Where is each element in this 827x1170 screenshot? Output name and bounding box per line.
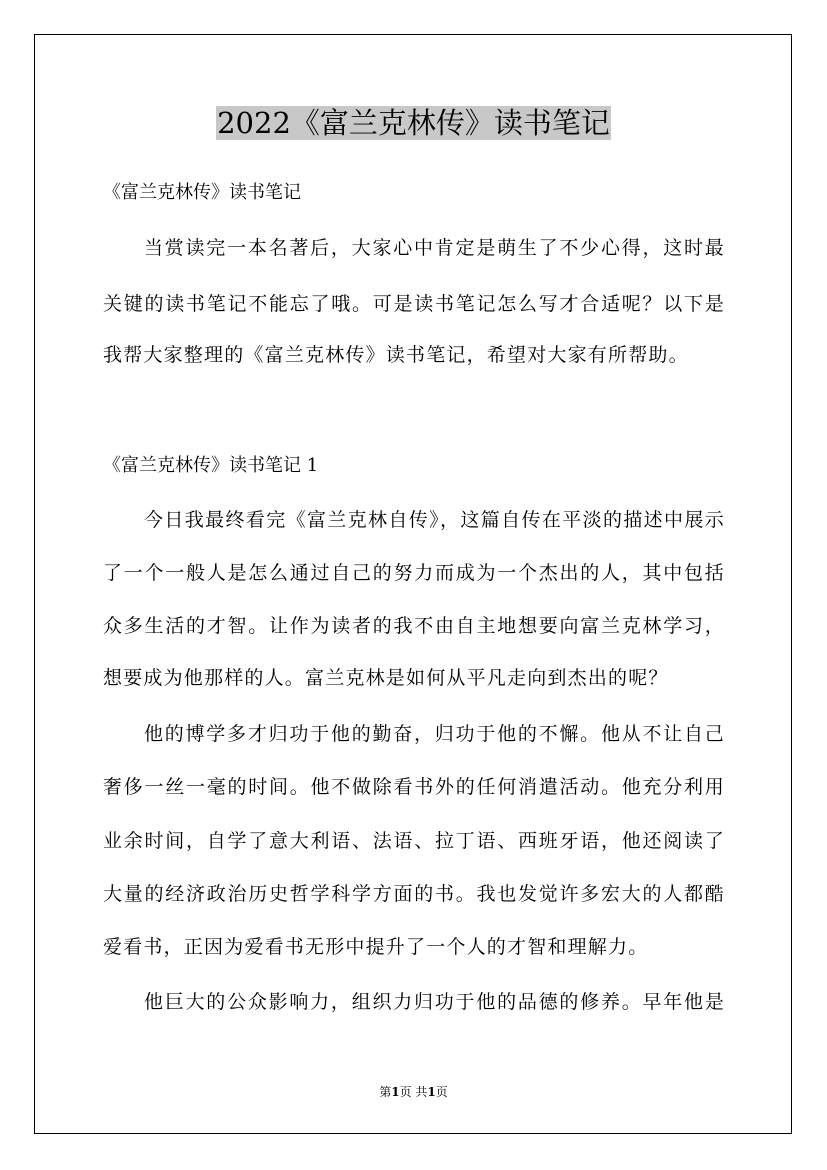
page-footer (0, 1084, 827, 1100)
paragraph1-line-1: 今日我最终看完《富兰克林自传》，这篇自传在平淡的描述中展示 (144, 509, 725, 531)
intro-line-3: 我帮大家整理的《富兰克林传》读书笔记，希望对大家有所帮助。 (103, 344, 689, 366)
footer-page-number: 1 (391, 1085, 400, 1099)
footer-page-total: 1 (427, 1085, 436, 1099)
footer-prefix: 第 (379, 1085, 392, 1099)
subtitle: 《富兰克林传》读书笔记 (103, 182, 301, 203)
intro-line-1: 当赏读完一本名著后，大家心中肯定是萌生了不少心得，这时最 (144, 237, 725, 259)
document-title (0, 103, 827, 143)
paragraph2-line-4: 大量的经济政治历史哲学科学方面的书。我也发觉许多宏大的人都酷 (103, 883, 725, 905)
paragraph1-line-2: 了一个一般人是怎么通过自己的努力而成为一个杰出的人，其中包括 (103, 562, 725, 584)
document-title-text: 2022《富兰克林传》读书笔记 (217, 106, 610, 140)
paragraph1-line-3: 众多生活的才智。让作为读者的我不由自主地想要向富兰克林学习， (103, 615, 725, 637)
footer-middle: 页 共 (399, 1085, 428, 1099)
paragraph2-line-5: 爱看书，正因为爱看书无形中提升了一个人的才智和理解力。 (103, 936, 649, 958)
section-heading: 《富兰克林传》读书笔记 1 (103, 455, 319, 476)
paragraph2-line-3: 业余时间，自学了意大利语、法语、拉丁语、西班牙语，他还阅读了 (103, 830, 725, 852)
paragraph2-line-2: 奢侈一丝一毫的时间。他不做除看书外的任何消遣活动。他充分利用 (103, 776, 725, 798)
paragraph1-line-4: 想要成为他那样的人。富兰克林是如何从平凡走向到杰出的呢？ (103, 667, 669, 689)
paragraph3-line-1: 他巨大的公众影响力，组织力归功于他的品德的修养。早年他是 (144, 991, 725, 1013)
footer-suffix: 页 (435, 1085, 448, 1099)
paragraph2-line-1: 他的博学多才归功于他的勤奋，归功于他的不懈。他从不让自己 (144, 723, 725, 745)
intro-line-2: 关键的读书笔记不能忘了哦。可是读书笔记怎么写才合适呢？以下是 (103, 293, 725, 315)
